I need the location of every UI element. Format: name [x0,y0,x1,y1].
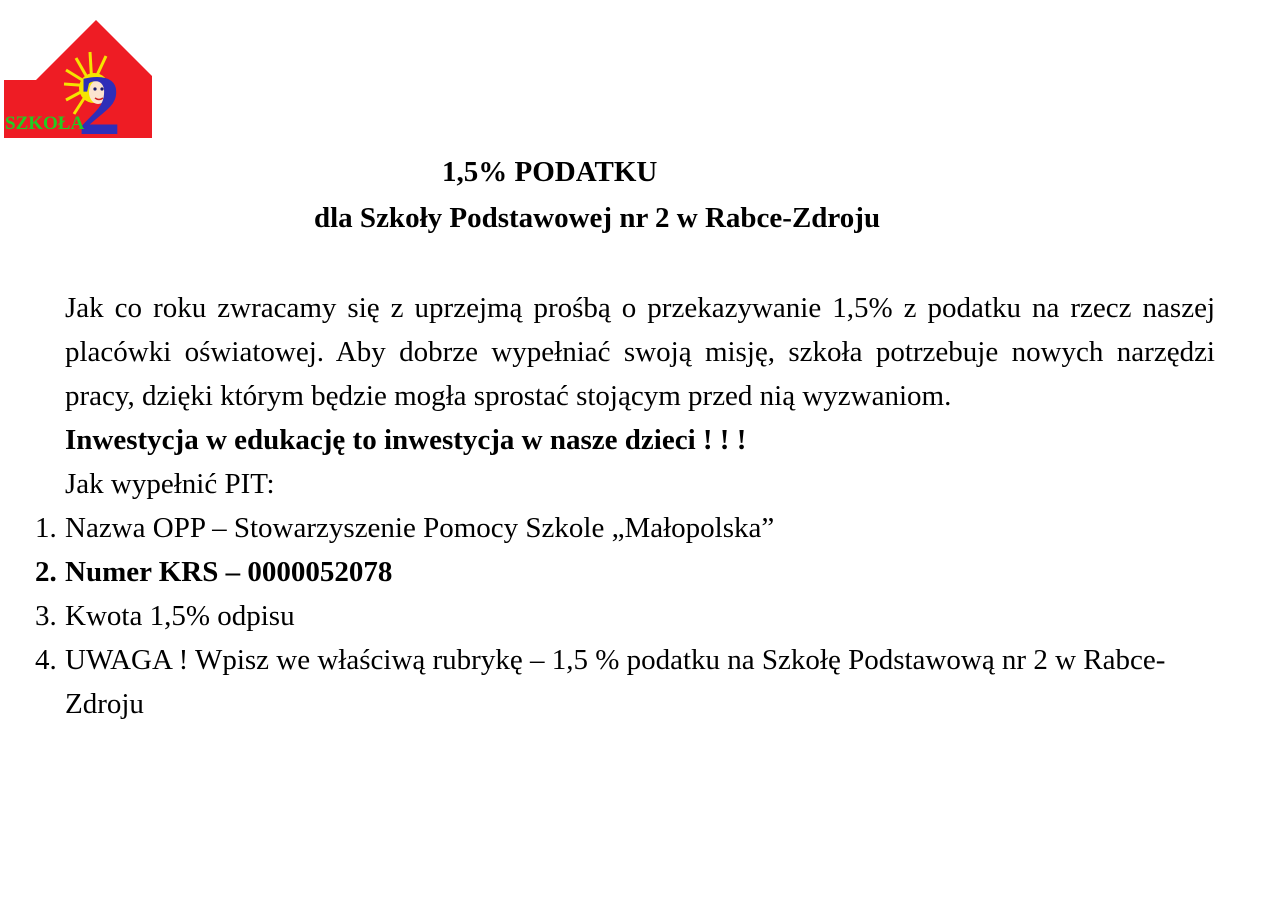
list-item-number: 3. [35,600,57,632]
logo-text: SZKOŁA [5,113,85,134]
list-item-text: UWAGA ! Wpisz we właściwą rubrykę – 1,5 % podatku na Szkołę Podstawową nr 2 w Rabce-Zdroju [65,644,1166,720]
list-item-number: 1. [35,512,57,544]
logo-digit: 2 [78,57,121,140]
list-item [35,550,1215,594]
list-item [35,638,1215,726]
list-item-number: 4. [35,644,57,676]
slogan: Inwestycja w edukację to inwestycja w nasze dzieci ! ! ! [65,424,747,456]
list-item-number: 2. [35,556,57,588]
document-body [35,286,1215,726]
list-item [35,594,1215,638]
page-subtitle: dla Szkoły Podstawowej nr 2 w Rabce-Zdroju [314,202,881,234]
intro-paragraph: Jak co roku zwracamy się z uprzejmą prośbą o przekazywanie 1,5% z podatku na rzecz naszej placówki oświatowej. Aby dobrze wypełniać swoją misję, szkoła potrzebuje nowych narzędzi pracy, dzięki którym będzie mogła sprostać stojącym przed nią wyzwaniom. [65,292,1215,412]
school-logo [2,18,154,140]
list-item-text: Nazwa OPP – Stowarzyszenie Pomocy Szkole „Małopolska” [65,512,775,544]
list-item-text: Kwota 1,5% odpisu [65,600,295,632]
list-item [35,506,1215,550]
list-item-text: Numer KRS – 0000052078 [65,556,393,588]
steps-list [35,506,1215,726]
howto-heading: Jak wypełnić PIT: [65,468,275,500]
page-title: 1,5% PODATKU [442,156,658,188]
